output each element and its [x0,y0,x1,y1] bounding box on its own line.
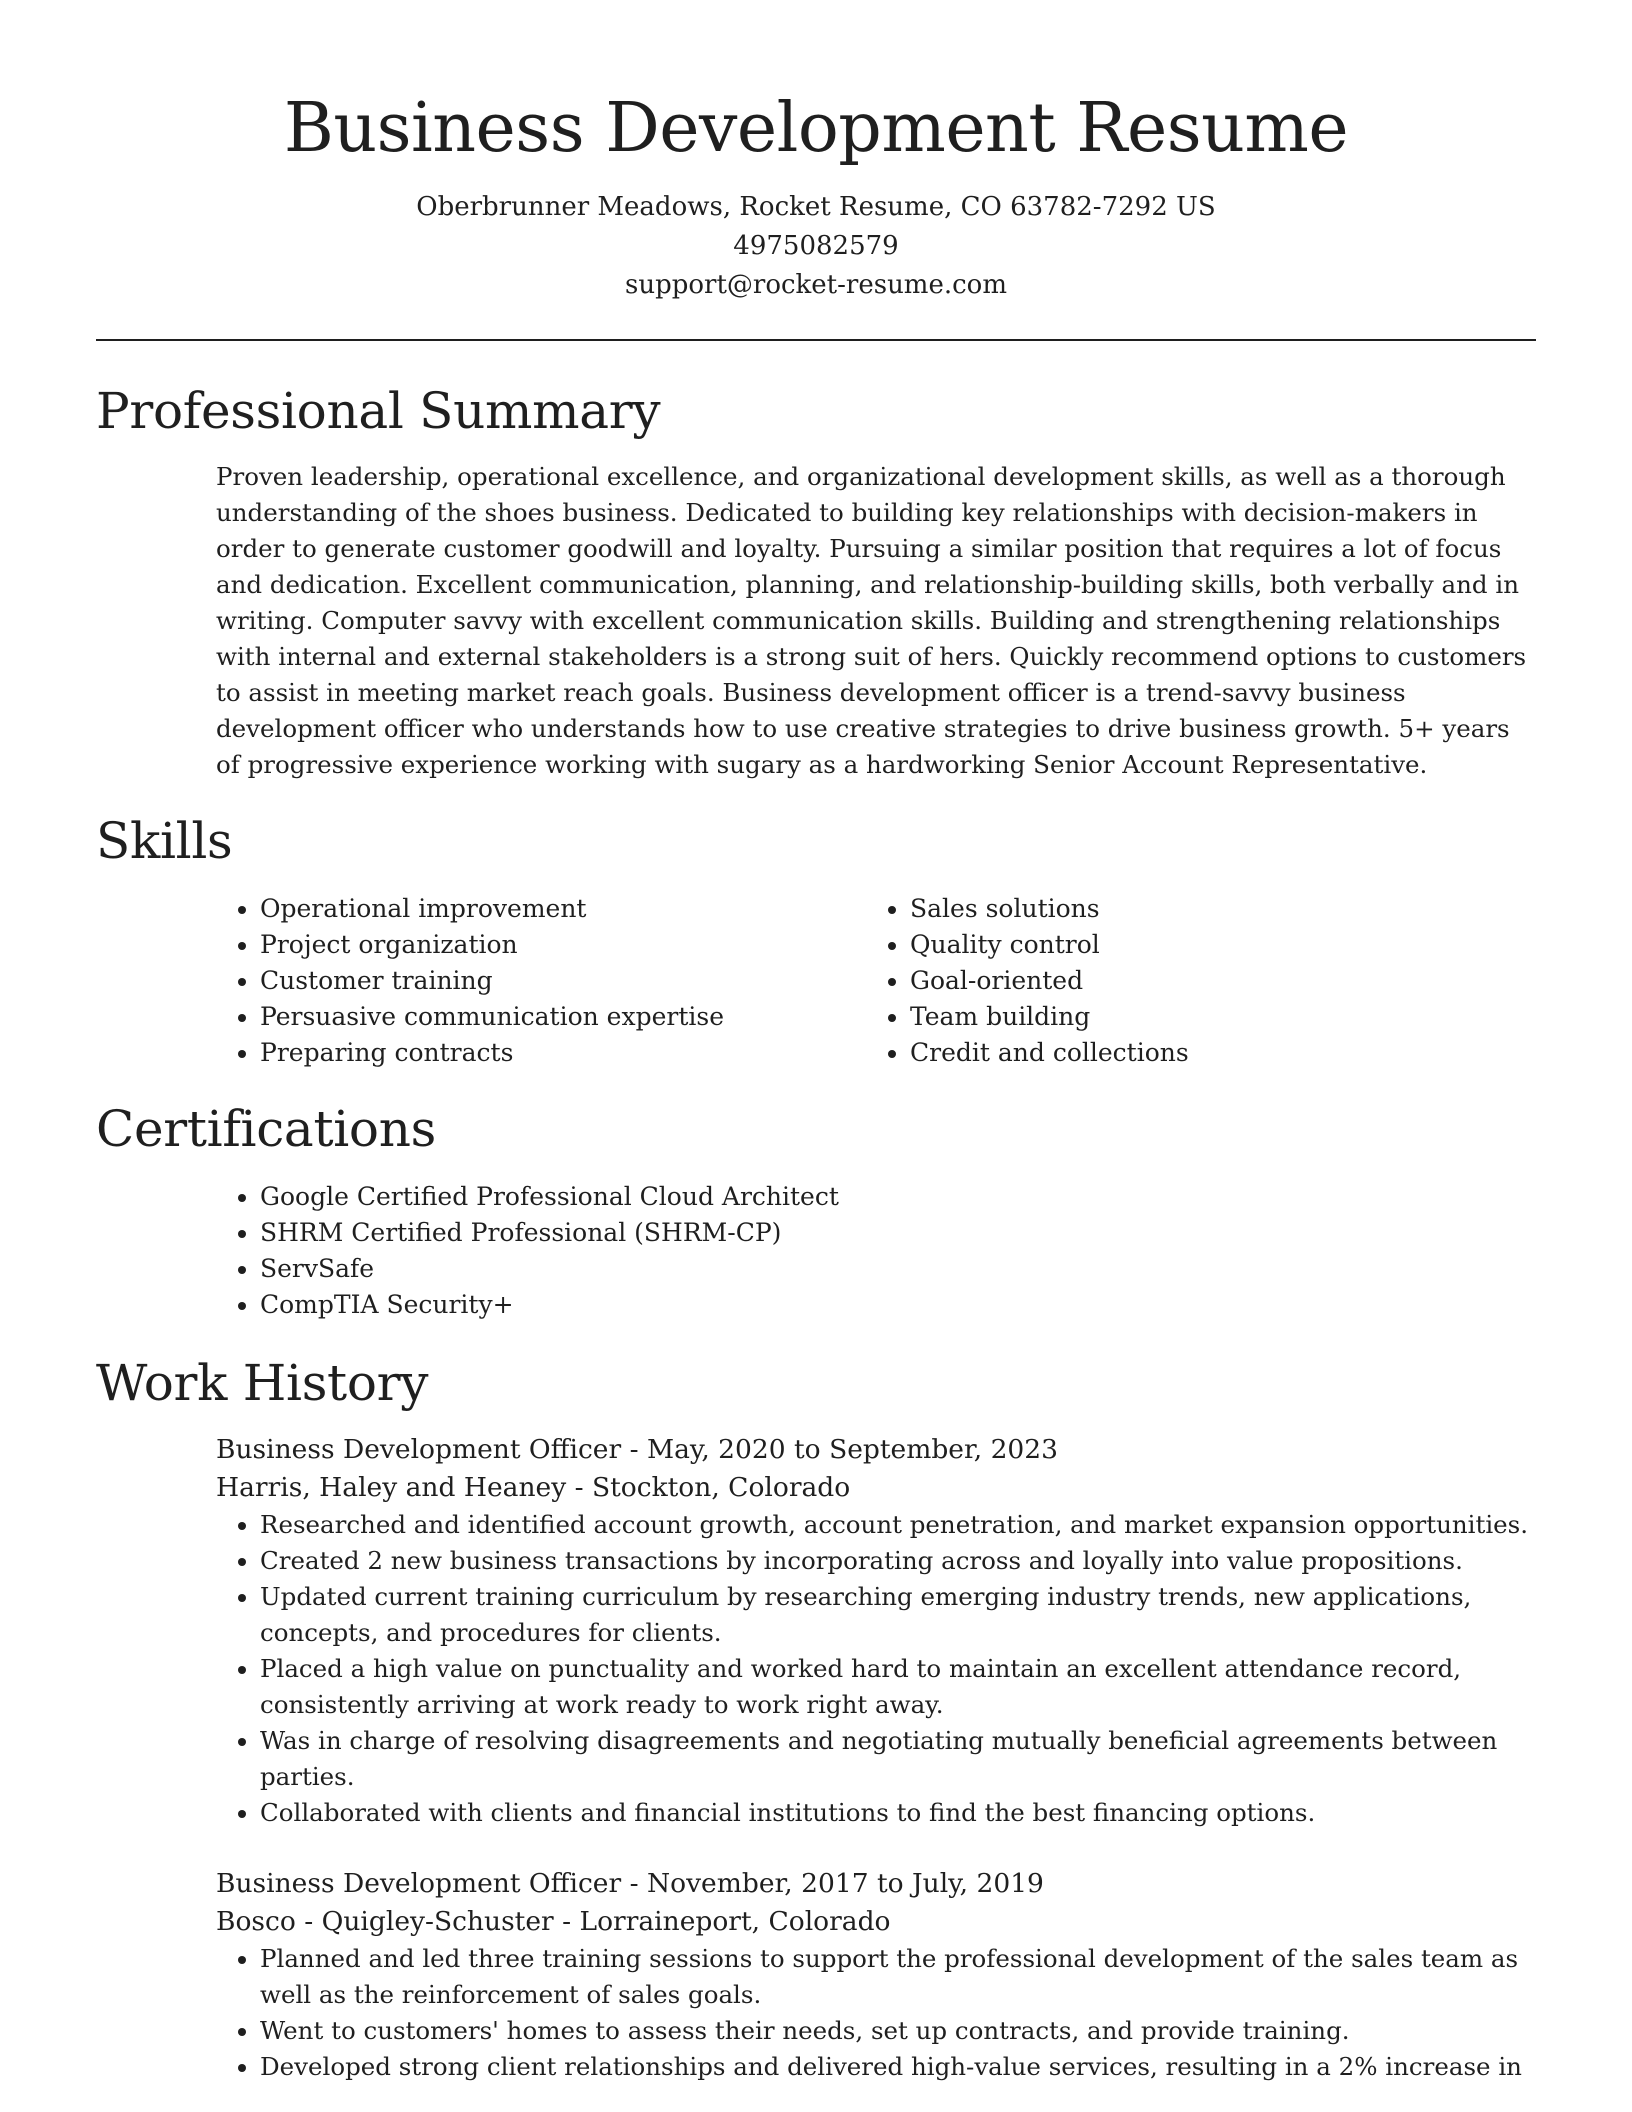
job-bullet: • Planned and led three training sessions to support the professional development of the sales team as well as the reinforcement of sales goals. [260,1941,1536,2013]
job-bullet: • Created 2 new business transactions by incorporating across and loyally into value propositions. [260,1543,1536,1579]
contact-email: support@rocket-resume.com [624,270,1007,300]
skill-item: • Goal-oriented [910,963,1516,999]
job-company: Harris, Haley and Heaney [216,1472,567,1503]
job-bullets [216,1507,1536,1831]
contact-phone: 4975082579 [733,231,899,261]
section-heading-summary: Professional Summary [96,382,661,440]
job-entry [216,1431,1536,1831]
certification-item: • SHRM Certified Professional (SHRM-CP) [260,1215,1536,1251]
job-title: Business Development Officer [216,1868,622,1899]
skill-item: • Team building [910,999,1516,1035]
job-bullet: • Went to customers' homes to assess their needs, set up contracts, and provide training. [260,2013,1536,2049]
skill-item: • Quality control [910,927,1516,963]
skills-columns [216,891,1536,1071]
contact-address: Oberbrunner Meadows, Rocket Resume, CO 63782-7292 US [416,192,1216,222]
certifications-list [216,1179,1536,1323]
skills-column-left [216,891,866,1071]
job-bullet: • Collaborated with clients and financial institutions to find the best financing options. [260,1795,1536,1831]
skill-item: • Persuasive communication expertise [260,999,866,1035]
job-title: Business Development Officer [216,1434,622,1465]
job-entry [216,1865,1536,2085]
skill-item: • Customer training [260,963,866,999]
summary-text: Proven leadership, operational excellence, and organizational development skills, as well as a thorough understanding of the shoes business. Dedicated to building key relationships with decision-makers in order to generate customer goodwill and loyalty. Pursuing a similar position that requires a lot of focus and dedication. Excellent communication, planning, and relationship-building skills, both verbally and in writing. Computer savvy with excellent communication skills. Building and strengthening relationships with internal and external stakeholders is a strong suit of hers. Quickly recommend options to customers to assist in meeting market reach goals. Business development officer is a trend-savvy business development officer who understands how to use creative strategies to drive business growth. 5+ years of progressive experience working with sugary as a hardworking Senior Account Representative. [216,462,1527,779]
certification-item: • CompTIA Security+ [260,1287,1536,1323]
job-title-line [216,1865,1536,1903]
skill-item: • Credit and collections [910,1035,1516,1071]
job-company-line [216,1469,1536,1507]
job-bullets [216,1941,1536,2085]
job-location: - Stockton, Colorado [566,1472,851,1503]
skill-item: • Operational improvement [260,891,866,927]
job-bullet: • Updated current training curriculum by researching emerging industry trends, new applications, concepts, and procedures for clients. [260,1579,1536,1651]
job-company: Bosco - Quigley-Schuster [216,1906,554,1937]
certifications-block [216,1179,1536,1323]
skills-list-right [866,891,1516,1071]
certification-item: • ServSafe [260,1251,1536,1287]
job-title-line [216,1431,1536,1469]
section-heading-work-history: Work History [96,1354,429,1412]
job-bullet: • Developed strong client relationships and delivered high-value services, resulting in a 2% increase in [260,2049,1536,2085]
section-heading-certifications: Certifications [96,1100,436,1158]
skills-list-left [216,891,866,1071]
certification-item: • Google Certified Professional Cloud Architect [260,1179,1536,1215]
skill-item: • Sales solutions [910,891,1516,927]
job-bullet: • Placed a high value on punctuality and worked hard to maintain an excellent attendance record, consistently arriving at work ready to work right away. [260,1651,1536,1723]
resume-title: Business Development Resume [283,89,1349,168]
section-heading-skills: Skills [96,812,233,870]
contact-block [96,188,1536,305]
job-dates: - May, 2020 to September, 2023 [621,1434,1059,1465]
skill-item: • Preparing contracts [260,1035,866,1071]
header-divider [96,339,1536,341]
skills-column-right [866,891,1516,1071]
skill-item: • Project organization [260,927,866,963]
job-company-line [216,1903,1536,1941]
job-dates: - November, 2017 to July, 2019 [621,1868,1044,1899]
job-bullet: • Was in charge of resolving disagreements and negotiating mutually beneficial agreements between parties. [260,1723,1536,1795]
job-bullet: • Researched and identified account growth, account penetration, and market expansion opportunities. [260,1507,1536,1543]
resume-page [96,0,1536,2085]
job-location: - Lorraineport, Colorado [553,1906,891,1937]
